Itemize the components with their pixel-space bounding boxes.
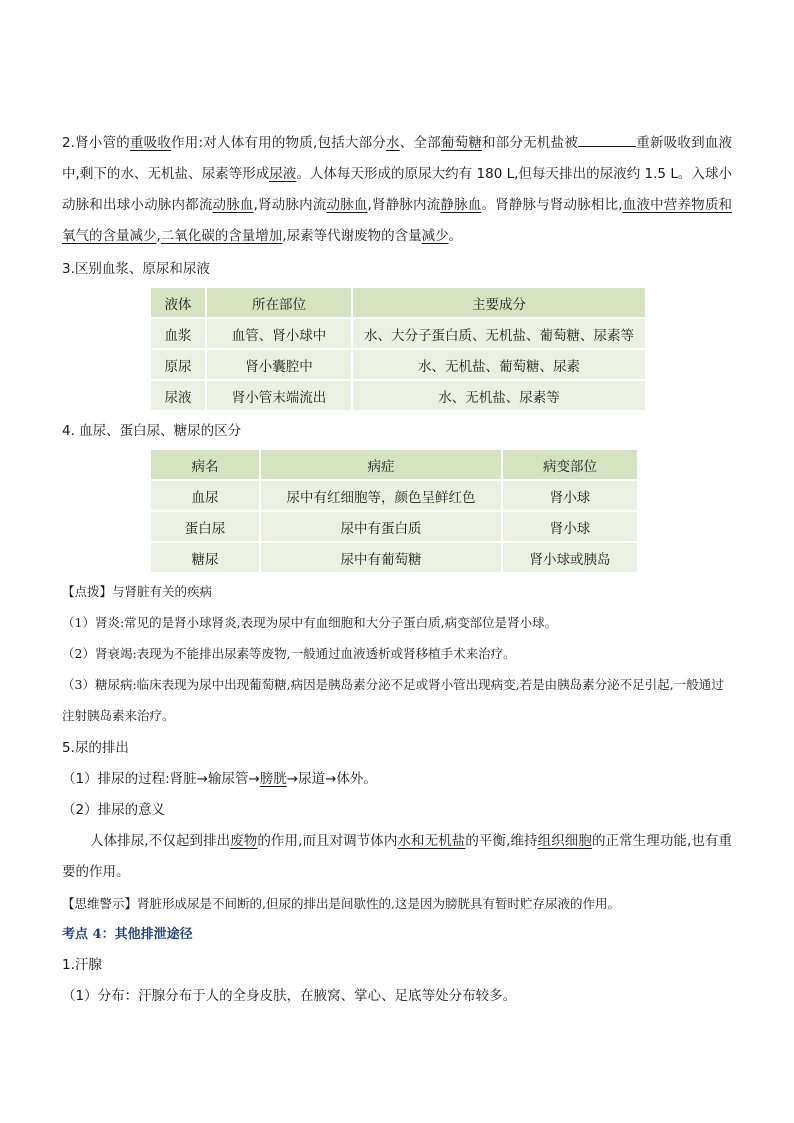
table-row [150, 542, 638, 573]
table-cell: 血管、肾小球中 [206, 318, 352, 349]
table-cell: 肾小球 [502, 511, 638, 542]
table-cell: 水、无机盐、葡萄糖、尿素 [352, 349, 646, 380]
table-header-row [150, 287, 646, 318]
table-row [150, 380, 646, 411]
table-row [150, 349, 646, 380]
urination-meaning-title: （2）排尿的意义 [62, 802, 166, 818]
table-cell: 尿中有蛋白质 [260, 511, 502, 542]
table-cell: 血尿 [150, 480, 260, 511]
plasma-urine-table [149, 286, 647, 412]
urination-process: （1）排尿的过程:肾脏→输尿管→膀胱→尿道→体外。 [62, 771, 377, 787]
table-cell: 糖尿 [150, 542, 260, 573]
table-cell: 原尿 [150, 349, 206, 380]
table-cell: 肾小囊腔中 [206, 349, 352, 380]
table-header-cell: 病名 [150, 449, 260, 480]
section-3-title: 3.区别血浆、原尿和尿液 [62, 261, 210, 277]
table-header-cell: 液体 [150, 287, 206, 318]
tips-item: （2）肾衰竭:表现为不能排出尿素等废物,一般通过血液透析或肾移植手术来治疗。 [62, 646, 516, 661]
table-header-cell: 所在部位 [206, 287, 352, 318]
section-4-title: 4. 血尿、蛋白尿、糖尿的区分 [62, 423, 242, 439]
table-cell: 肾小球或胰岛 [502, 542, 638, 573]
table-row [150, 480, 638, 511]
table-cell: 蛋白尿 [150, 511, 260, 542]
table-cell: 水、无机盐、尿素等 [352, 380, 646, 411]
tips-item: （1）肾炎:常见的是肾小球肾炎,表现为尿中有血细胞和大分子蛋白质,病变部位是肾小球。 [62, 615, 558, 630]
table-row [150, 318, 646, 349]
section-5-title: 5.尿的排出 [62, 740, 129, 756]
table-cell: 肾小球 [502, 480, 638, 511]
table-cell: 尿液 [150, 380, 206, 411]
table-row [150, 511, 638, 542]
document-page [62, 128, 732, 1012]
sweat-gland-title: 1.汗腺 [62, 957, 102, 973]
table-cell: 血浆 [150, 318, 206, 349]
urine-disease-table [149, 448, 639, 574]
table-cell: 尿中有葡萄糖 [260, 542, 502, 573]
table-header-cell: 病变部位 [502, 449, 638, 480]
table-cell: 肾小管末端流出 [206, 380, 352, 411]
fill-blank [578, 132, 636, 147]
table-cell: 水、大分子蛋白质、无机盐、葡萄糖、尿素等 [352, 318, 646, 349]
table-header-cell: 主要成分 [352, 287, 646, 318]
paragraph-renal-tubule: 2.肾小管的重吸收作用:对人体有用的物质,包括大部分水、全部葡萄糖和部分无机盐被 重新吸收到血液中,剩下的水、无机盐、尿素等形成尿液。人体每天形成的原尿大约有 180 L,但每天排出的尿液约 1.5 L。入球小动脉和出球小动脉内都流动脉血,肾动脉内流动脉血,肾静脉内流静脉血。肾静脉与肾动脉相比,血液中营养物质和氧气的含量减少,二氧化碳的含量增加,尿素等代谢废物的含量减少。 [62, 128, 732, 252]
sweat-gland-distribution: （1）分布：汗腺分布于人的全身皮肤，在腋窝、掌心、足底等处分布较多。 [62, 988, 517, 1004]
tips-item: （3）糖尿病:临床表现为尿中出现葡萄糖,病因是胰岛素分泌不足或肾小管出现病变,若是由胰岛素分泌不足引起,一般通过注射胰岛素来治疗。 [62, 677, 724, 723]
table-header-row [150, 449, 638, 480]
urination-meaning-paragraph: 人体排尿,不仅起到排出废物的作用,而且对调节体内水和无机盐的平衡,维持组织细胞的正常生理功能,也有重要的作用。 [62, 833, 733, 880]
tips-title: 【点拨】与肾脏有关的疾病 [62, 584, 213, 599]
table-cell: 尿中有红细胞等，颜色呈鲜红色 [260, 480, 502, 511]
table-header-cell: 病症 [260, 449, 502, 480]
thinking-warning: 【思维警示】肾脏形成尿是不间断的,但尿的排出是间歇性的,这是因为膀胱具有暂时贮存尿液的作用。 [62, 896, 620, 911]
kaodian-heading: 考点 4：其他排泄途径 [62, 927, 193, 942]
